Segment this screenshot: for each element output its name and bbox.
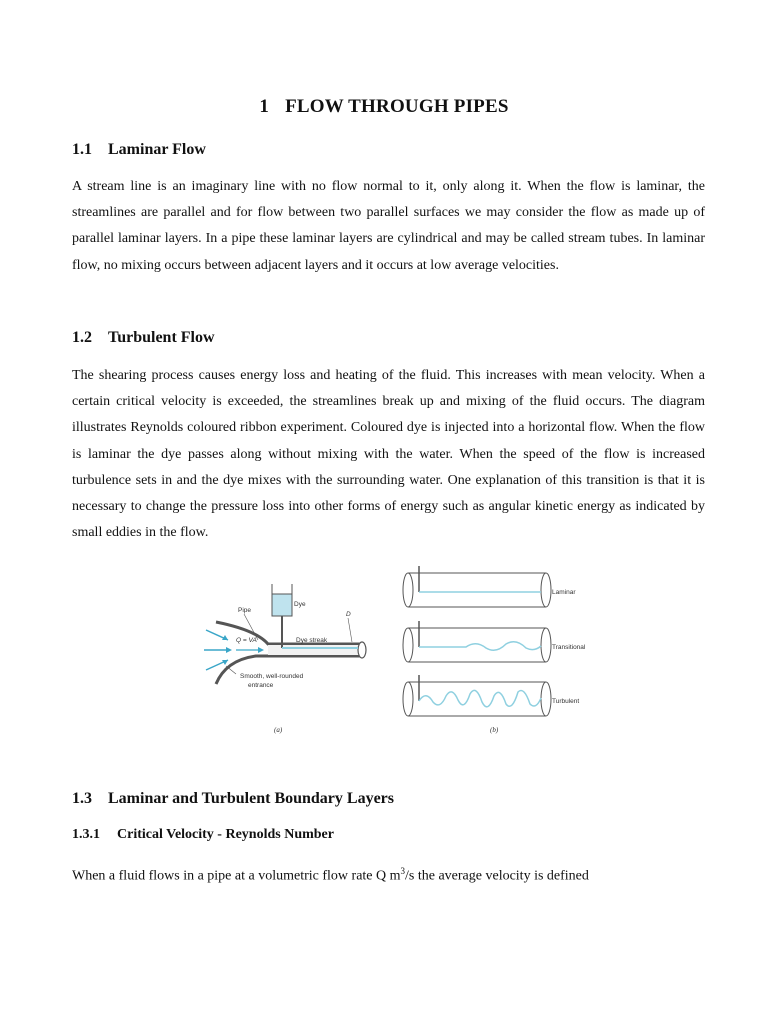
- section-title: Turbulent Flow: [108, 329, 215, 346]
- label-entrance-line2: entrance: [248, 682, 274, 689]
- label-dye-streak: Dye streak: [296, 637, 328, 644]
- label-turbulent: Turbulent: [552, 698, 580, 705]
- reynolds-text-after: /s the average velocity is defined: [405, 868, 589, 884]
- paragraph-laminar-flow: A stream line is an imaginary line with no flow normal to it, only along it. When the flow is laminar, the streamlines are parallel and for flow between two parallel surfaces we may consider the flow as made up of parallel laminar layers. In a pipe these laminar layers are cylindrical and may be called stream tubes. In laminar flow, no mixing occurs between adjacent layers and it occurs at low average velocities.: [72, 179, 705, 273]
- transitional-dye-line: [419, 642, 541, 651]
- section-heading-1-2: [72, 329, 215, 347]
- label-flow-rate: Q = VA: [236, 637, 257, 644]
- chapter-number: 1: [259, 96, 270, 117]
- section-number: 1.1: [72, 141, 92, 158]
- reynolds-superscript: 3: [400, 866, 406, 876]
- pipe-end: [358, 642, 366, 658]
- section-heading-1-3: [72, 790, 394, 808]
- label-entrance-line1: Smooth, well-rounded: [240, 673, 304, 680]
- label-dye: Dye: [294, 601, 306, 608]
- subsection-number: 1.3.1: [72, 827, 100, 842]
- label-transitional: Transitional: [552, 644, 586, 651]
- dye-reservoir: [272, 594, 292, 616]
- reynolds-figure-svg: [196, 560, 596, 740]
- chapter-heading: [0, 96, 768, 118]
- paragraph-reynolds-intro: [72, 858, 705, 890]
- reynolds-experiment-figure: [196, 560, 596, 740]
- label-pipe: Pipe: [238, 607, 252, 614]
- section-number: 1.2: [72, 329, 92, 346]
- figure-a: [204, 584, 366, 734]
- subsection-title: Critical Velocity - Reynolds Number: [117, 827, 334, 842]
- turbulent-dye-line: [419, 690, 541, 706]
- caption-b: (b): [490, 726, 499, 734]
- section-title: Laminar and Turbulent Boundary Layers: [108, 790, 395, 807]
- section-number: 1.3: [72, 790, 92, 807]
- chapter-title: FLOW THROUGH PIPES: [285, 96, 509, 117]
- subsection-heading-1-3-1: [72, 827, 334, 843]
- reynolds-text-before: When a fluid flows in a pipe at a volumetric flow rate Q m: [72, 868, 401, 884]
- paragraph-turbulent-flow: The shearing process causes energy loss and heating of the fluid. This increases with mean velocity. When a certain critical velocity is exceeded, the streamlines break up and mixing of the fluid occurs. The diagram illustrates Reynolds coloured ribbon experiment. Coloured dye is injected into a horizontal flow. When the flow is laminar the dye passes along without mixing with the water. When the speed of the flow is increased turbulence sets in and the dye mixes with the surrounding water. One explanation of this transition is that it is necessary to change the pressure loss into other forms of energy such as angular kinetic energy as indicated by small eddies in the flow.: [72, 368, 705, 541]
- figure-b: [403, 566, 586, 734]
- section-heading-1-1: [72, 141, 206, 159]
- label-laminar: Laminar: [552, 589, 576, 596]
- label-diameter: D: [346, 611, 351, 618]
- caption-a: (a): [274, 726, 283, 734]
- section-title: Laminar Flow: [108, 141, 206, 158]
